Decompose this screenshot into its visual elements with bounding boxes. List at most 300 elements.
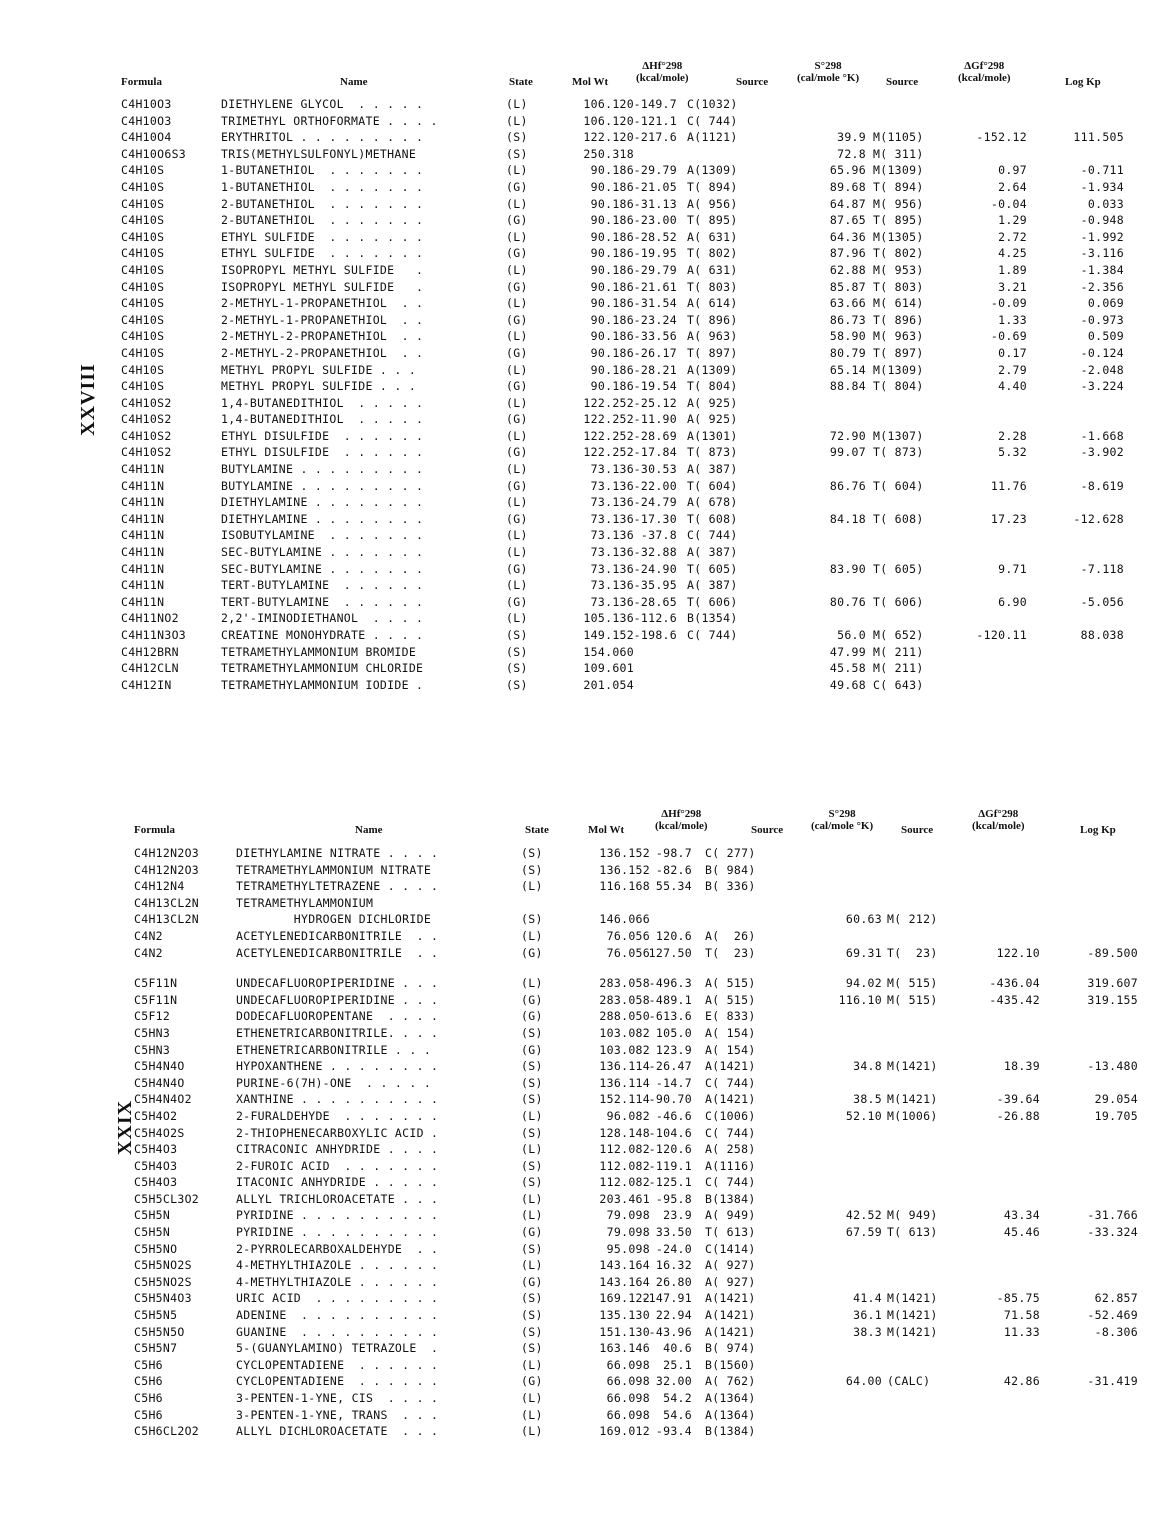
source-cell: A( 949) [705, 1208, 756, 1223]
state-cell: (S) [521, 1241, 543, 1256]
formula-cell: C4H12CLN [121, 661, 179, 676]
molwt-cell: 135.130 [599, 1308, 650, 1323]
dhf-cell: -613.6 [648, 1009, 692, 1024]
molwt-cell: 73.136 [590, 462, 634, 477]
table-row [0, 97, 1174, 114]
logkp-cell: 0.509 [1087, 329, 1124, 344]
name-cell: ETHYL SULFIDE . . . . . . . [221, 229, 424, 244]
logkp-cell: -3.902 [1080, 445, 1124, 460]
table-row [0, 846, 1174, 863]
entropy-cell: 64.87 [829, 196, 866, 211]
entropy-cell: 86.73 [829, 312, 866, 327]
source2-cell: T( 802) [873, 246, 924, 261]
table-row [0, 929, 1174, 946]
entropy-cell: 99.07 [829, 445, 866, 460]
state-cell: (G) [506, 594, 528, 609]
source-cell: T( 894) [687, 179, 738, 194]
molwt-cell: 149.152 [583, 628, 634, 642]
dhf-cell: -29.79 [633, 262, 677, 277]
name-cell: HYDROGEN DICHLORIDE [236, 912, 432, 927]
formula-cell: C4H10S2 [121, 428, 172, 443]
table-row [0, 528, 1174, 545]
header-s-symbol: S°298 [828, 808, 856, 820]
table-row [0, 445, 1174, 462]
source2-cell: M(1105) [873, 130, 924, 145]
name-cell: ACETYLENEDICARBONITRILE . . [236, 945, 439, 960]
table-row [0, 346, 1174, 363]
molwt-cell: 136.114 [599, 1075, 650, 1090]
header-dgf-unit: (kcal/mole) [958, 72, 1011, 84]
header-molwt: Mol Wt [588, 824, 625, 836]
dgf-cell: -0.69 [990, 329, 1027, 344]
logkp-cell: -5.056 [1080, 594, 1124, 609]
dgf-cell: 4.40 [998, 379, 1027, 394]
formula-cell: C5H5N4O3 [134, 1291, 192, 1306]
dhf-cell: 54.2 [663, 1391, 692, 1405]
formula-cell: C4H12N2O3 [134, 846, 200, 860]
formula-cell: C4H11N [121, 561, 165, 576]
table-row [0, 363, 1174, 380]
molwt-cell: 106.120 [583, 97, 634, 111]
molwt-cell: 136.114 [599, 1059, 650, 1074]
entropy-cell: 85.87 [829, 279, 866, 294]
logkp-cell: 19.705 [1094, 1108, 1138, 1123]
table-row [0, 1308, 1174, 1325]
name-cell: 2,2'-IMINODIETHANOL . . . . [221, 611, 424, 626]
table-row [0, 1424, 1174, 1441]
state-cell: (G) [506, 213, 528, 228]
source-cell: T( 873) [687, 445, 738, 460]
logkp-cell: -33.324 [1087, 1225, 1138, 1240]
formula-cell: C5H5N7 [134, 1341, 178, 1356]
molwt-cell: 112.082 [599, 1142, 650, 1157]
name-cell: ETHENETRICARBONITRILE . . . [236, 1042, 432, 1057]
name-cell: UNDECAFLUOROPIPERIDINE . . . [236, 992, 439, 1007]
formula-cell: C4H10S2 [121, 412, 172, 427]
dgf-cell: -39.64 [996, 1092, 1040, 1107]
dhf-cell: 127.50 [648, 945, 692, 960]
molwt-cell: 90.186 [590, 179, 634, 194]
dhf-cell: 33.50 [655, 1225, 692, 1240]
formula-cell: C4H10S [121, 213, 165, 228]
formula-cell: C4H12N2O3 [134, 862, 200, 877]
molwt-cell: 122.252 [583, 428, 634, 443]
source-cell: A( 956) [687, 196, 738, 211]
name-cell: 1-BUTANETHIOL . . . . . . . [221, 163, 424, 178]
name-cell: TERT-BUTYLAMINE . . . . . . [221, 594, 424, 609]
name-cell: 2-METHYL-2-PROPANETHIOL . . [221, 329, 424, 344]
state-cell: (L) [521, 1391, 543, 1405]
source-cell: A(1421) [705, 1308, 756, 1323]
name-cell: DODECAFLUOROPENTANE . . . . [236, 1009, 439, 1024]
header-dgf-symbol: ΔGf°298 [978, 808, 1019, 820]
logkp-cell: 111.505 [1073, 130, 1124, 145]
table-row [0, 296, 1174, 313]
source-cell: T( 605) [687, 561, 738, 576]
source-cell: A(1121) [687, 130, 738, 145]
state-cell: (L) [506, 113, 528, 128]
name-cell: ALLYL DICHLOROACETATE . . . [236, 1424, 439, 1439]
formula-cell: C4H10S [121, 362, 165, 377]
formula-cell: C5F12 [134, 1009, 171, 1024]
entropy-cell: 34.8 [853, 1059, 882, 1074]
state-cell: (S) [506, 628, 528, 642]
name-cell: DIETHYLAMINE . . . . . . . . [221, 511, 424, 526]
state-cell: (L) [521, 1407, 543, 1422]
dhf-cell: -19.95 [633, 246, 677, 261]
molwt-cell: 136.152 [599, 846, 650, 860]
molwt-cell: 112.082 [599, 1175, 650, 1190]
row-gap [0, 962, 1174, 976]
molwt-cell: 73.136 [590, 495, 634, 510]
header-dhf [636, 60, 689, 84]
name-cell: 1,4-BUTANEDITHIOL . . . . . [221, 395, 424, 410]
entropy-cell: 65.14 [829, 362, 866, 377]
molwt-cell: 79.098 [606, 1208, 650, 1223]
name-cell: CYCLOPENTADIENE . . . . . . [236, 1357, 439, 1372]
state-cell: (G) [506, 445, 528, 460]
source-cell: T( 897) [687, 345, 738, 360]
source-cell: T( 613) [705, 1225, 756, 1240]
source-cell: T( 608) [687, 511, 738, 526]
table-row [0, 976, 1174, 993]
state-cell: (L) [506, 262, 528, 277]
header-source: Source [736, 76, 769, 88]
molwt-cell: 146.066 [599, 912, 650, 927]
table-rows [0, 97, 1174, 694]
table-row [0, 1358, 1174, 1375]
table-row [0, 1043, 1174, 1060]
dhf-cell: -31.54 [633, 296, 677, 311]
source2-cell: (CALC) [887, 1374, 931, 1389]
table-row [0, 896, 1174, 913]
dgf-cell: -85.75 [996, 1291, 1040, 1306]
formula-cell: C5H6 [134, 1357, 163, 1372]
formula-cell: C4H11N [121, 495, 165, 510]
state-cell: (S) [506, 677, 528, 692]
state-cell: (S) [521, 1341, 543, 1356]
table-number-xxviii: XXVIII [76, 363, 99, 436]
state-cell: (L) [521, 1191, 543, 1206]
table-row [0, 1341, 1174, 1358]
table-row [0, 512, 1174, 529]
table-row [0, 246, 1174, 263]
source-cell: A(1116) [705, 1158, 756, 1173]
molwt-cell: 66.098 [606, 1374, 650, 1389]
source2-cell: T( 803) [873, 279, 924, 294]
name-cell: ETHYL DISULFIDE . . . . . . [221, 428, 424, 443]
logkp-cell: -13.480 [1087, 1059, 1138, 1074]
state-cell: (G) [506, 345, 528, 360]
dgf-cell: 42.86 [1003, 1374, 1040, 1389]
molwt-cell: 90.186 [590, 312, 634, 327]
table-row [0, 1026, 1174, 1043]
dgf-cell: -436.04 [989, 976, 1040, 991]
source2-cell: M(1421) [887, 1059, 938, 1074]
dhf-cell: -29.79 [633, 163, 677, 178]
state-cell: (G) [521, 1042, 543, 1057]
molwt-cell: 66.098 [606, 1391, 650, 1405]
state-cell: (L) [521, 1424, 543, 1439]
table-row [0, 1009, 1174, 1026]
formula-cell: C4H10S [121, 262, 165, 277]
dgf-cell: 122.10 [996, 945, 1040, 960]
entropy-cell: 89.68 [829, 179, 866, 194]
source2-cell: M(1309) [873, 163, 924, 178]
molwt-cell: 73.136 [590, 478, 634, 493]
state-cell: (L) [521, 1142, 543, 1157]
state-cell: (L) [506, 428, 528, 443]
logkp-cell: -31.766 [1087, 1208, 1138, 1223]
source-cell: A( 26) [705, 928, 756, 943]
name-cell: 3-PENTEN-1-YNE, TRANS . . . [236, 1407, 439, 1422]
logkp-cell: 0.069 [1087, 296, 1124, 311]
molwt-cell: 154.060 [583, 644, 634, 659]
entropy-cell: 49.68 [829, 677, 866, 692]
formula-cell: C5F11N [134, 992, 178, 1007]
dgf-cell: 0.97 [998, 163, 1027, 178]
table-row [0, 545, 1174, 562]
state-cell: (G) [506, 379, 528, 394]
name-cell: 4-METHYLTHIAZOLE . . . . . . [236, 1258, 439, 1273]
formula-cell: C4H11N [121, 528, 165, 543]
source2-cell: T( 608) [873, 511, 924, 526]
dhf-cell: -17.30 [633, 511, 677, 526]
formula-cell: C4H10S [121, 312, 165, 327]
source-cell: C( 744) [687, 113, 738, 128]
dhf-cell: 54.6 [663, 1407, 692, 1422]
formula-cell: C4H11N3O3 [121, 628, 187, 642]
source2-cell: M( 212) [887, 912, 938, 927]
formula-cell: C5H4N4O [134, 1075, 185, 1090]
formula-cell: C5H5N [134, 1225, 171, 1240]
molwt-cell: 90.186 [590, 229, 634, 244]
formula-cell: C4H10S [121, 296, 165, 311]
state-cell: (L) [521, 1108, 543, 1123]
source-cell: B(1384) [705, 1191, 756, 1206]
dhf-cell: -11.90 [633, 412, 677, 427]
header-s [811, 808, 873, 832]
molwt-cell: 95.098 [606, 1241, 650, 1256]
table-row [0, 595, 1174, 612]
table-row [0, 429, 1174, 446]
state-cell: (L) [521, 1357, 543, 1372]
source2-cell: T( 895) [873, 213, 924, 228]
entropy-cell: 80.79 [829, 345, 866, 360]
logkp-cell: -12.628 [1073, 511, 1124, 526]
formula-cell: C5H5N [134, 1208, 171, 1223]
state-cell: (S) [521, 1158, 543, 1173]
state-cell: (S) [506, 146, 528, 161]
formula-cell: C4H10S [121, 345, 165, 360]
molwt-cell: 79.098 [606, 1225, 650, 1240]
logkp-cell: -3.224 [1080, 379, 1124, 394]
dhf-cell: -149.7 [633, 97, 677, 111]
formula-cell: C4H10O3 [121, 97, 172, 111]
entropy-cell: 42.52 [845, 1208, 882, 1223]
source2-cell: M(1006) [887, 1108, 938, 1123]
source2-cell: M( 211) [873, 661, 924, 676]
formula-cell: C5H5NO2S [134, 1274, 192, 1289]
state-cell: (L) [506, 362, 528, 377]
table-row [0, 661, 1174, 678]
formula-cell: C5H4O3 [134, 1158, 178, 1173]
dhf-cell: 22.94 [655, 1308, 692, 1323]
state-cell: (S) [521, 1125, 543, 1140]
state-cell: (G) [521, 945, 543, 960]
dhf-cell: -95.8 [655, 1191, 692, 1206]
name-cell: ERYTHRITOL . . . . . . . . . [221, 130, 424, 145]
name-cell: ETHENETRICARBONITRILE. . . . [236, 1025, 439, 1040]
state-cell: (L) [521, 1258, 543, 1273]
formula-cell: C4H10S [121, 163, 165, 178]
table-row [0, 495, 1174, 512]
source-cell: C( 744) [705, 1075, 756, 1090]
source-cell: A(1364) [705, 1407, 756, 1422]
logkp-cell: 0.033 [1087, 196, 1124, 211]
molwt-cell: 143.164 [599, 1258, 650, 1273]
table-row [0, 1192, 1174, 1209]
formula-cell: C5H5N5O [134, 1324, 185, 1339]
dhf-cell: -28.65 [633, 594, 677, 609]
dhf-cell: -82.6 [655, 862, 692, 877]
header-state: State [525, 824, 549, 836]
formula-cell: C4H11N [121, 578, 165, 593]
molwt-cell: 96.082 [606, 1108, 650, 1123]
entropy-cell: 88.84 [829, 379, 866, 394]
source2-cell: T( 604) [873, 478, 924, 493]
formula-cell: C4H12IN [121, 677, 172, 692]
dhf-cell: -25.12 [633, 395, 677, 410]
table-row [0, 1159, 1174, 1176]
name-cell: 2-METHYL-1-PROPANETHIOL . . [221, 296, 424, 311]
formula-cell: C5H5NO [134, 1241, 178, 1256]
header-dgf [972, 808, 1025, 832]
entropy-cell: 87.96 [829, 246, 866, 261]
table-row [0, 1059, 1174, 1076]
dhf-cell: -46.6 [655, 1108, 692, 1123]
molwt-cell: 143.164 [599, 1274, 650, 1289]
dgf-cell: -152.12 [976, 130, 1027, 145]
name-cell: 2-FUROIC ACID . . . . . . . [236, 1158, 439, 1173]
table-row [0, 1126, 1174, 1143]
dhf-cell: -30.53 [633, 462, 677, 477]
state-cell: (L) [506, 296, 528, 311]
header-s-symbol: S°298 [814, 60, 842, 72]
source2-cell: T( 605) [873, 561, 924, 576]
name-cell: 2-METHYL-1-PROPANETHIOL . . [221, 312, 424, 327]
state-cell: (L) [506, 196, 528, 211]
source-cell: A(1309) [687, 163, 738, 178]
dhf-cell: -217.6 [633, 130, 677, 145]
dhf-cell: -21.05 [633, 179, 677, 194]
name-cell: TRIMETHYL ORTHOFORMATE . . . . [221, 113, 438, 128]
formula-cell: C4H10S2 [121, 445, 172, 460]
entropy-cell: 64.00 [845, 1374, 882, 1389]
table-row [0, 1374, 1174, 1391]
source2-cell: M(1309) [873, 362, 924, 377]
name-cell: ACETYLENEDICARBONITRILE . . [236, 928, 439, 943]
state-cell: (G) [506, 312, 528, 327]
formula-cell: C4H11N [121, 462, 165, 477]
source-cell: C( 744) [705, 1125, 756, 1140]
entropy-cell: 84.18 [829, 511, 866, 526]
dgf-cell: -120.11 [976, 628, 1027, 642]
state-cell: (G) [521, 992, 543, 1007]
source-cell: A( 762) [705, 1374, 756, 1389]
dgf-cell: 11.33 [1003, 1324, 1040, 1339]
logkp-cell: 319.155 [1087, 992, 1138, 1007]
source-cell: A(1421) [705, 1092, 756, 1107]
entropy-cell: 83.90 [829, 561, 866, 576]
source-cell: B(1560) [705, 1357, 756, 1372]
source-cell: A( 963) [687, 329, 738, 344]
source-cell: C(1032) [687, 97, 738, 111]
formula-cell: C5H6 [134, 1391, 163, 1405]
logkp-cell: -1.992 [1080, 229, 1124, 244]
header-dhf-symbol: ΔHf°298 [642, 60, 683, 72]
entropy-cell: 45.58 [829, 661, 866, 676]
table-row [0, 379, 1174, 396]
table-number-xxix: XXIX [114, 1099, 137, 1156]
formula-cell: C4H12BRN [121, 644, 179, 659]
source2-cell: T( 613) [887, 1225, 938, 1240]
dhf-cell: -125.1 [648, 1175, 692, 1190]
dhf-cell: -26.17 [633, 345, 677, 360]
dhf-cell: -28.21 [633, 362, 677, 377]
dhf-cell: -28.69 [633, 428, 677, 443]
entropy-cell: 69.31 [845, 945, 882, 960]
header-source2: Source [901, 824, 934, 836]
state-cell: (G) [506, 478, 528, 493]
logkp-cell: -8.619 [1080, 478, 1124, 493]
name-cell: HYPOXANTHENE . . . . . . . . [236, 1059, 439, 1074]
name-cell: TETRAMETHYLAMMONIUM BROMIDE [221, 644, 417, 659]
name-cell: ITACONIC ANHYDRIDE . . . . . [236, 1175, 439, 1190]
state-cell: (G) [506, 279, 528, 294]
table-row [0, 313, 1174, 330]
state-cell: (G) [521, 1374, 543, 1389]
entropy-cell: 41.4 [853, 1291, 882, 1306]
name-cell: SEC-BUTYLAMINE . . . . . . . [221, 561, 424, 576]
state-cell: (L) [506, 545, 528, 560]
state-cell: (L) [506, 462, 528, 477]
name-cell: 2-BUTANETHIOL . . . . . . . [221, 196, 424, 211]
state-cell: (S) [506, 130, 528, 145]
name-cell: TETRAMETHYLTETRAZENE . . . . [236, 879, 439, 894]
dgf-cell: 2.79 [998, 362, 1027, 377]
dhf-cell: -22.00 [633, 478, 677, 493]
state-cell: (L) [506, 163, 528, 178]
table-row [0, 645, 1174, 662]
dgf-cell: -26.88 [996, 1108, 1040, 1123]
molwt-cell: 169.012 [599, 1424, 650, 1439]
source2-cell: C( 643) [873, 677, 924, 692]
name-cell: 2-METHYL-2-PROPANETHIOL . . [221, 345, 424, 360]
logkp-cell: -1.384 [1080, 262, 1124, 277]
name-cell: CITRACONIC ANHYDRIDE . . . . [236, 1142, 439, 1157]
dgf-cell: 2.64 [998, 179, 1027, 194]
molwt-cell: 106.120 [583, 113, 634, 128]
table-row [0, 993, 1174, 1010]
dgf-cell: 1.89 [998, 262, 1027, 277]
header-s [797, 60, 859, 84]
entropy-cell: 39.9 [837, 130, 866, 145]
source-cell: B( 974) [705, 1341, 756, 1356]
source2-cell: M( 515) [887, 992, 938, 1007]
state-cell: (S) [521, 846, 543, 860]
source2-cell: M(1421) [887, 1291, 938, 1306]
